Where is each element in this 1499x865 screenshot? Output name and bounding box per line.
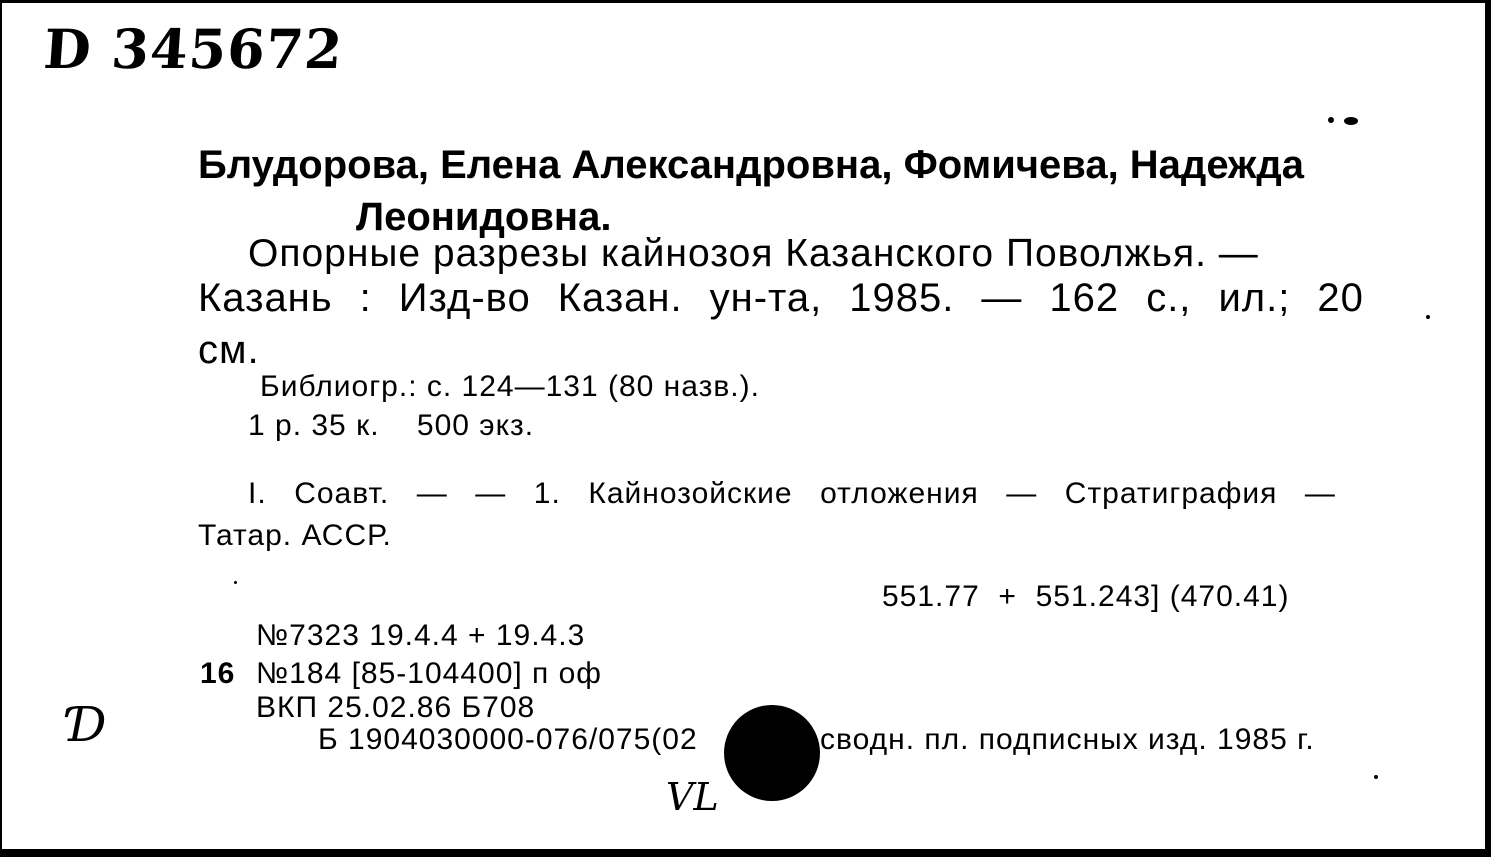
subject-word: — [1006, 477, 1038, 510]
code-line-3: ВКП 25.02.86 Б708 [256, 691, 536, 724]
imprint-line [198, 276, 1364, 321]
size-unit: см. [198, 328, 260, 372]
code-line-2: №184 [85-104400] п оф [256, 657, 602, 690]
subject-word: Кайнозойские [588, 477, 793, 510]
ink-speck [1344, 117, 1358, 125]
subject-word: — [416, 477, 448, 510]
authors-line-2: Леонидовна. [356, 195, 612, 239]
subject-word: — [475, 477, 507, 510]
subject-word: — [1304, 477, 1336, 510]
authors-line-1: Блудорова, Елена Александровна, Фомичева, Надежда [198, 143, 1305, 187]
subject-word: 1. [533, 477, 561, 510]
footer-right: сводн. пл. подписных изд. 1985 г. [820, 723, 1315, 756]
ink-speck [1374, 775, 1378, 779]
imprint-word: ун-та, [709, 276, 823, 320]
subjects-continuation: Татар. АССР. [198, 519, 392, 552]
imprint-word: 1985. [849, 276, 955, 320]
subject-word: I. [248, 477, 267, 510]
subject-word: отложения [820, 477, 979, 510]
imprint-word: 20 [1317, 276, 1364, 320]
imprint-word: ил.; [1218, 276, 1291, 320]
handwritten-margin-mark: Ɗ [68, 697, 107, 753]
imprint-word: — [981, 276, 1023, 320]
imprint-word: 162 [1049, 276, 1120, 320]
subject-word: Соавт. [294, 477, 390, 510]
classification-index: 551.77 + 551.243] (470.41) [882, 580, 1290, 613]
footer-left: Б 1904030000-076/075(02 [318, 723, 698, 756]
ink-speck [234, 581, 237, 584]
price-and-copies: 1 р. 35 к. 500 экз. [248, 409, 535, 442]
subjects-line [248, 477, 1336, 511]
handwritten-mark: VL [666, 775, 719, 819]
ink-speck [1328, 117, 1334, 123]
imprint-word: Казан. [557, 276, 683, 320]
accession-number: D 345672 [41, 17, 346, 81]
code-line-1: №7323 19.4.4 + 19.4.3 [256, 619, 586, 652]
imprint-word: Казань [198, 276, 333, 320]
subject-word: Стратиграфия [1064, 477, 1278, 510]
imprint-word: с., [1146, 276, 1192, 320]
bibliography-note: Библиогр.: с. 124—131 (80 назв.). [260, 370, 760, 403]
imprint-word: : [359, 276, 372, 320]
punch-hole [724, 705, 820, 801]
title-line: Опорные разрезы кайнозоя Казанского Поволжья. — [248, 232, 1259, 275]
code-line-2-prefix: 16 [200, 657, 236, 690]
imprint-word: Изд-во [398, 276, 531, 320]
ink-speck [1426, 315, 1430, 319]
